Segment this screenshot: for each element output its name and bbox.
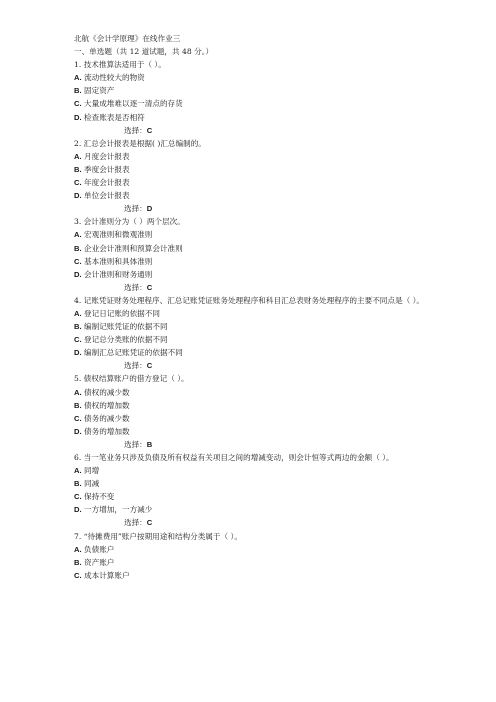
option-c: C. 债务的减少数 [74, 413, 130, 423]
document-page [74, 32, 434, 582]
answer-line: 选择：D [124, 204, 153, 214]
option-b: B. 债权的增加数 [74, 400, 130, 410]
option-d: D. 一方增加，一方减少 [74, 505, 153, 515]
question-7 [74, 530, 434, 582]
option-a: A. 宏观准则和微观准则 [74, 230, 153, 240]
option-b: B. 固定资产 [74, 86, 115, 96]
option-c: C. 大量成堆难以逐一清点的存货 [74, 99, 183, 109]
option-d: D. 编制汇总记账凭证的依据不同 [74, 348, 183, 358]
question-3 [74, 215, 434, 294]
option-c: C. 保持不变 [74, 492, 115, 502]
question-stem: 2. 汇总会计报表是根据( )汇总编制的。 [74, 138, 206, 148]
answer-line: 选择：C [124, 282, 153, 292]
document-title: 北航《会计学原理》在线作业三 [74, 34, 181, 43]
option-b: B. 同减 [74, 479, 100, 489]
answer-line: 选择：C [124, 125, 153, 135]
option-c: C. 年度会计报表 [74, 178, 130, 188]
option-d: D. 会计准则和财务通则 [74, 269, 153, 279]
question-1 [74, 58, 434, 137]
option-c: C. 基本准则和具体准则 [74, 256, 153, 266]
section-heading: 一、单选题（共 12 道试题，共 48 分。） [74, 47, 214, 57]
option-d: D. 债务的增加数 [74, 426, 130, 436]
option-a: A. 负债账户 [74, 544, 115, 554]
option-b: B. 编制记账凭证的依据不同 [74, 322, 168, 332]
question-stem: 5. 债权结算账户的借方登记（ ）。 [74, 374, 189, 384]
question-stem: 7. “待摊费用”账户按期用途和结构分类属于（ ）。 [74, 531, 242, 541]
question-4 [74, 294, 434, 373]
option-d: D. 检查账表是否相符 [74, 112, 145, 122]
question-stem: 1. 技术推算法适用于（ ）。 [74, 60, 166, 70]
question-stem: 6. 当一笔业务只涉及负债及所有权益有关项目之间的增减变动，则会计恒等式两边的金额（ ）。 [74, 453, 394, 462]
question-stem: 4. 记账凭证财务处理程序、汇总记账凭证账务处理程序和科目汇总表财务处理程序的主要不同点是（ ）。 [74, 295, 424, 305]
question-2 [74, 137, 434, 216]
question-5 [74, 372, 434, 451]
option-b: B. 季度会计报表 [74, 164, 130, 174]
option-c: C. 成本计算账户 [74, 570, 130, 580]
option-a: A. 同增 [74, 466, 100, 476]
answer-line: 选择：C [124, 361, 153, 371]
option-b: B. 资产账户 [74, 557, 115, 567]
option-a: A. 登记日记账的依据不同 [74, 308, 160, 318]
answer-line: 选择：B [124, 439, 153, 449]
answer-line: 选择：C [124, 518, 153, 528]
option-a: A. 月度会计报表 [74, 151, 130, 161]
option-d: D. 单位会计报表 [74, 191, 130, 201]
option-a: A. 流动性较大的物资 [74, 73, 145, 83]
option-b: B. 企业会计准则和预算会计准则 [74, 243, 183, 253]
question-stem: 3. 会计准则分为（ ）两个层次。 [74, 217, 185, 227]
option-a: A. 债权的减少数 [74, 387, 130, 397]
question-6 [74, 451, 434, 530]
option-c: C. 登记总分类账的依据不同 [74, 335, 168, 345]
